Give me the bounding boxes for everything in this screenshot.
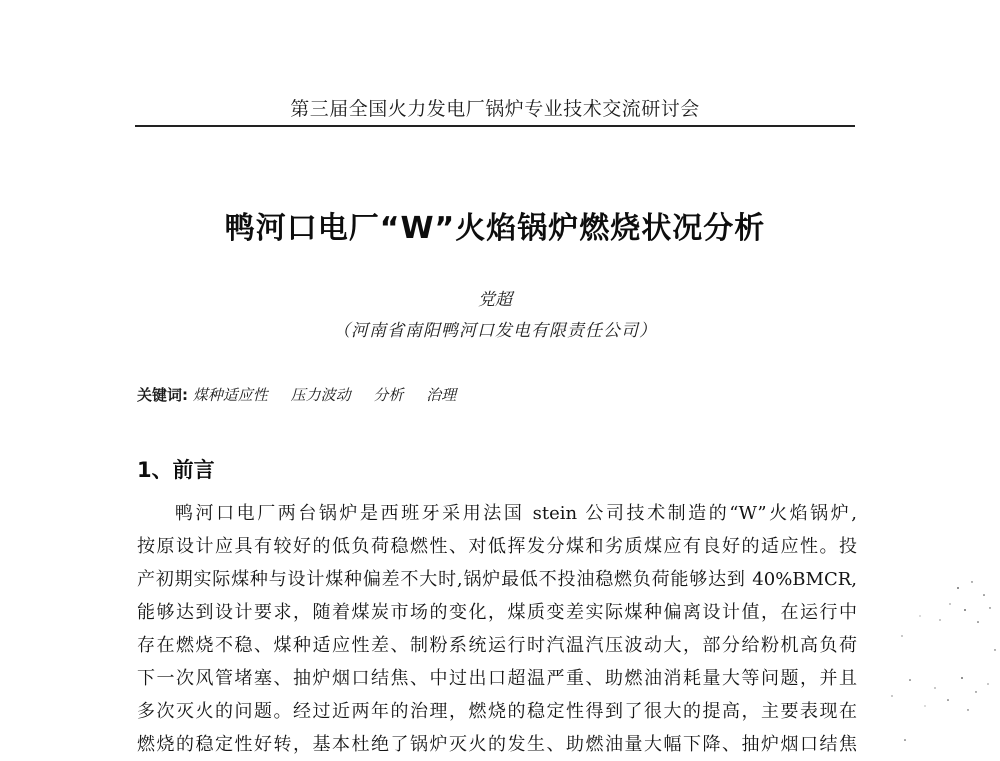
body-line: 存在燃烧不稳、煤种适应性差、制粉系统运行时汽温汽压波动大，部分给粉机高负荷 [137, 635, 857, 656]
keyword-item: 分析 [373, 386, 404, 404]
body-line: 多次灭火的问题。经过近两年的治理，燃烧的稳定性得到了很大的提高，主要表现在 [137, 701, 857, 722]
scan-noise [880, 560, 1000, 760]
section-body [137, 497, 857, 761]
running-header: 第三届全国火力发电厂锅炉专业技术交流研讨会 [290, 98, 700, 120]
keywords-line [137, 384, 857, 405]
author-name: 党超 [478, 290, 512, 310]
body-line: 下一次风管堵塞、抽炉烟口结焦、中过出口超温严重、助燃油消耗量大等问题，并且 [137, 668, 857, 689]
body-line: 产初期实际煤种与设计煤种偏差不大时,锅炉最低不投油稳燃负荷能够达到 40%BMCR, [137, 569, 857, 590]
header-rule [135, 125, 855, 127]
body-line: 能够达到设计要求，随着煤炭市场的变化，煤质变差实际煤种偏离设计值，在运行中 [137, 602, 857, 623]
author-affiliation: （河南省南阳鸭河口发电有限责任公司） [333, 321, 657, 341]
section-heading: 1、前言 [137, 458, 215, 482]
body-line: 按原设计应具有较好的低负荷稳燃性、对低挥发分煤和劣质煤应有良好的适应性。投 [137, 536, 857, 557]
keyword-item: 治理 [426, 386, 457, 404]
paper-title: 鸭河口电厂“W”火焰锅炉燃烧状况分析 [224, 211, 766, 246]
body-line: 燃烧的稳定性好转，基本杜绝了锅炉灭火的发生、助燃油量大幅下降、抽炉烟口结焦 [137, 734, 857, 755]
keyword-item: 压力波动 [290, 386, 351, 404]
body-line: 鸭河口电厂两台锅炉是西班牙采用法国 stein 公司技术制造的“W”火焰锅炉, [175, 503, 857, 524]
keywords-label: 关键词: [137, 386, 188, 404]
keyword-item: 煤种适应性 [192, 386, 268, 404]
